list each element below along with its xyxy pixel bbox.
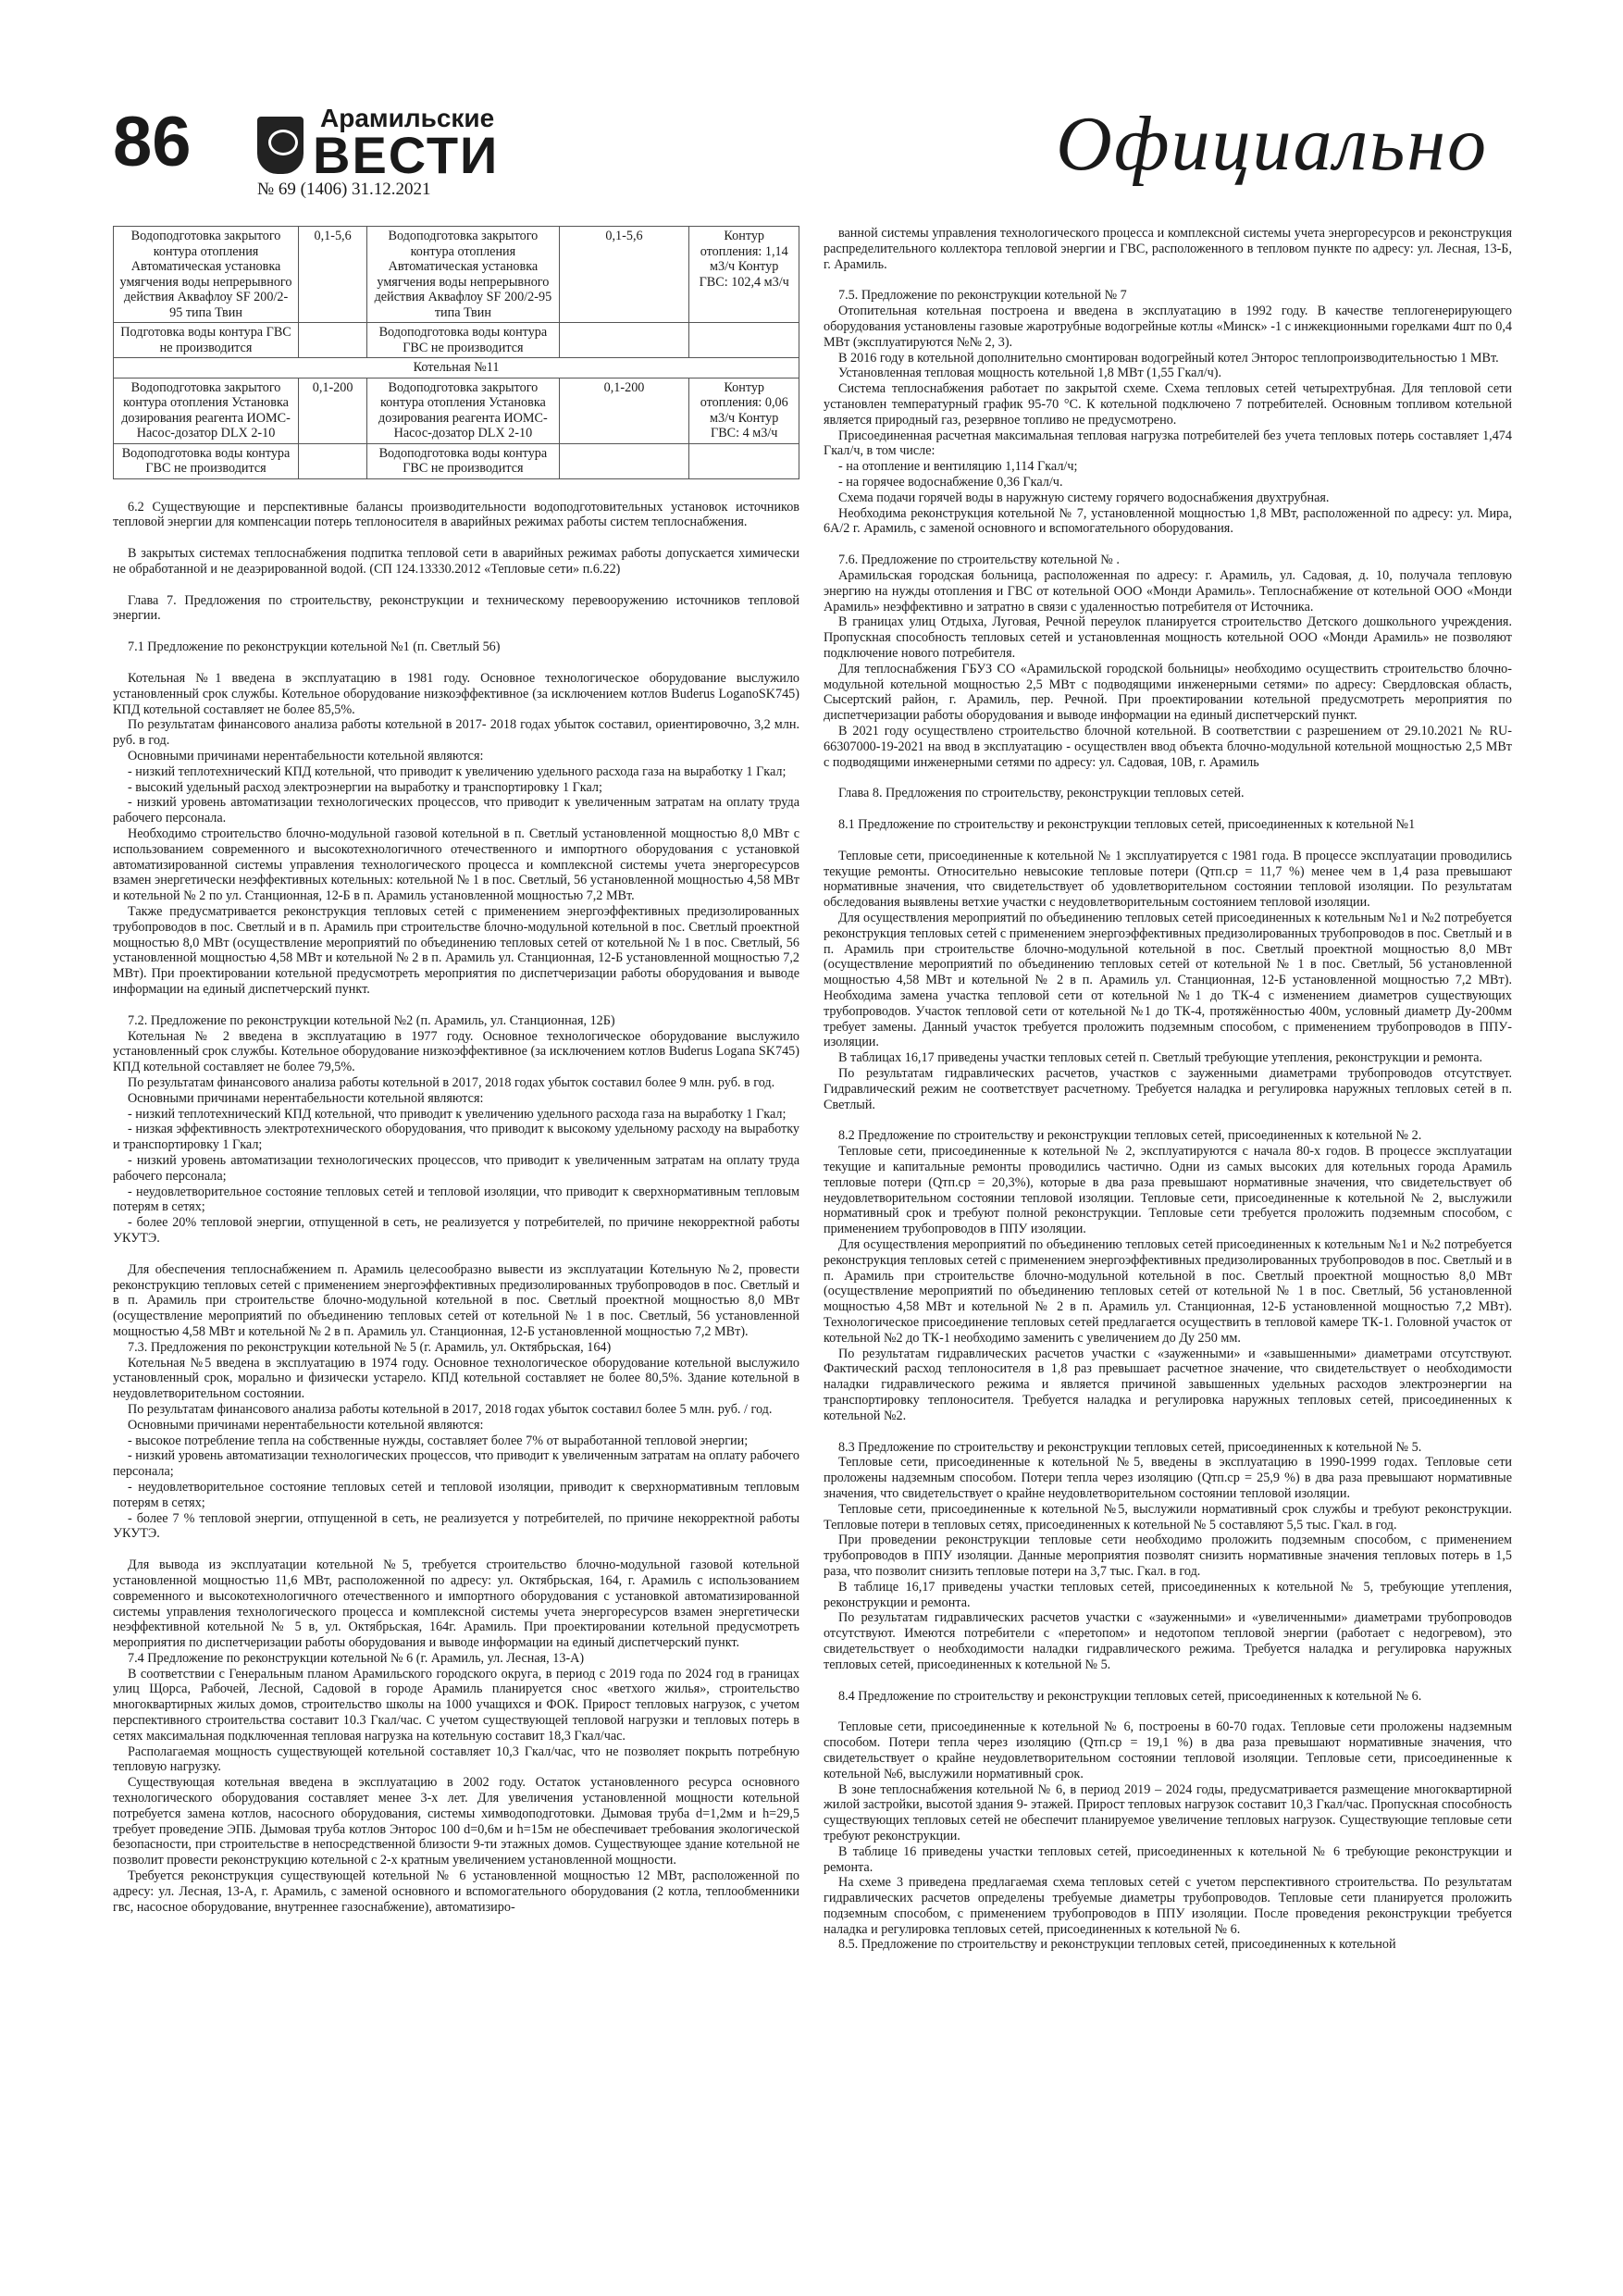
brand-top: Арамильские	[320, 104, 495, 132]
table-cell	[299, 443, 367, 478]
paragraph: Тепловые сети, присоединенные к котельной №5, выслужили нормативный срок службы и требуют реконструкции. Тепловые потери в тепловых сетях, присоединенных к котельной № 5 составляют 5,5 тыс. Гкал. в год.	[824, 1501, 1512, 1533]
paragraph: - низкий уровень автоматизации технологических процессов, что приводит к увеличенным затратам на оплату труда рабочего персонала;	[113, 1152, 799, 1184]
table-cell: 0,1-200	[299, 378, 367, 443]
paragraph: - низкий уровень автоматизации технологических процессов, что приводит к увеличенным затратам на оплату рабочего персонала;	[113, 1448, 799, 1480]
table-cell: Водоподготовка закрытого контура отопления Автоматическая установка умягчения воды непрерывного действия Аквафлоу SF 200/2-95 типа Твин	[367, 227, 559, 323]
table-cell: Водоподготовка воды контура ГВС не производится	[114, 443, 299, 478]
brand-main: ВЕСТИ	[313, 126, 500, 184]
paragraph: 8.2 Предложение по строительству и реконструкции тепловых сетей, присоединенных к котельной № 2.	[838, 1128, 1422, 1144]
paragraph: - высокий удельный расход электроэнергии на выработку и транспортировку 1 Гкал;	[128, 779, 602, 795]
table-cell: 0,1-5,6	[559, 227, 689, 323]
paragraph: В зоне теплоснабжения котельной № 6, в период 2019 – 2024 годы, предусматривается размещение многоквартирной жилой застройки, высотой здания 9- этажей. Прирост тепловых нагрузок составит 10,3 Гкал/час. Пропускная способность существующих тепловых сетей не обеспечит планируемое увеличение тепловых нагрузок. Существующие тепловые сети требуют реконструкции.	[824, 1781, 1512, 1843]
paragraph: В соответствии с Генеральным планом Арамильского городского округа, в период с 2019 года по 2024 год в границах улиц Щорса, Рабочей, Лесной, Садовой в городе Арамиль планируется снос «ветхого жилья», строительство многоквартирных жилых домов, строительство школы на 1000 учащихся и ФОК. Прирост тепловых нагрузок, с учетом перспективного строительства составит 10.3 Гкал/час. С учетом существующей тепловой нагрузки и тепловых потерь в сетях максимальная подключенная тепловая нагрузка на котельную составит 18,3 Гкал/час.	[113, 1666, 799, 1744]
paragraph: Отопительная котельная построена и введена в эксплуатацию в 1992 году. В качестве теплогенерирующего оборудования установлены газовые жаротрубные водогрейные котлы «Минск» -1 с инжекционными горелками 4шт по 0,4 МВт (эксплуатируются №№ 2, 3).	[824, 304, 1512, 350]
paragraph: 7.1 Предложение по реконструкции котельной №1 (п. Светлый 56)	[128, 639, 501, 655]
table-cell	[689, 323, 799, 358]
paragraph: Тепловые сети, присоединенные к котельной № 2, эксплуатируются с начала 80-х годов. В процессе эксплуатации текущие и капитальные ремонты проводились частично. Одни из самых высоких для котельных города Арамиль тепловые потери (Qтп.ср = 20,3%), которые в два раза превышают нормативные значения, что свидетельствует об неудовлетворительном состоянии тепловой изоляции. Тепловые сети, присоединенные к котельной № 2, выслужили нормативный срок и требуют полной реконструкции. Тепловые сети требуется проложить подземным способом, с применением трубопроводов в ППУ изоляции.	[824, 1144, 1512, 1237]
paragraph: Присоединенная расчетная максимальная тепловая нагрузка потребителей без учета тепловых потерь составляет 1,474 Гкал/ч, в том числе:	[824, 428, 1512, 459]
table-cell: 0,1-200	[559, 378, 689, 443]
table-cell: 0,1-5,6	[299, 227, 367, 323]
paragraph: 6.2 Существующие и перспективные балансы производительности водоподготовительных установок источников тепловой энергии для компенсации потерь теплоносителя в аварийных режимах работы систем теплоснабжения.	[113, 499, 799, 530]
paragraph: Для осуществления мероприятий по объединению тепловых сетей присоединенных к котельным №1 и №2 потребуется реконструкция тепловых сетей с применением энергоэффективных предизолированных трубопроводов в пос. Светлый и в п. Арамиль при строительстве блочно-модульной котельной в пос. Светлый проектной мощностью 8,0 МВт (осуществление мероприятий по объединению тепловых сетей от котельной № 1 в пос. Светлый, 56 установленной мощностью 4,58 МВт и котельной № 2 в п. Арамиль ул. Станционная, 12-Б установленной мощностью 7,2 МВт). Технологическое присоединение тепловых сетей предлагается осуществить в тепловой камере ТК-1. Головной участок от котельной №2 до ТК-1 необходимо заменить с увеличением до Ду 250 мм.	[824, 1237, 1512, 1346]
water-treatment-table	[113, 226, 799, 479]
paragraph: В закрытых системах теплоснабжения подпитка тепловой сети в аварийных режимах работы допускается химически не обработанной и не деаэрированной водой. (СП 124.13330.2012 «Тепловые сети» п.6.22)	[113, 546, 799, 577]
paragraph: 7.6. Предложение по строительству котельной № .	[838, 552, 1120, 568]
table-row	[114, 227, 799, 323]
table-cell: Водоподготовка закрытого контура отопления Установка дозирования реагента ИОМС-Насос-дозатор DLX 2-10	[367, 378, 559, 443]
paragraph: - низкий уровень автоматизации технологических процессов, что приводит к увеличенным затратам на оплату труда рабочего персонала.	[113, 795, 799, 826]
paragraph: Для вывода из эксплуатации котельной №5, требуется строительство блочно-модульной газовой котельной установленной мощностью 11,6 МВт, расположенной по адресу: ул. Октябрьская, 164, г. Арамиль с использованием современного и высокотехнологичного отечественного и импортного оборудования с установкой автоматизированной системы управления технологического процесса и комплексной системы учета энергоресурсов взамен энергетически неэффективной котельной № 5 в, ул. Октябрьская, 164г. Арамиль. При проектировании котельной предусмотреть мероприятия по диспетчеризации работы оборудования и выводе информации на единый диспетчерский пункт.	[113, 1558, 799, 1651]
paragraph: - неудовлетворительное состояние тепловых сетей и тепловой изоляции, что приводит к сверхнормативным тепловым потерям в сетях;	[113, 1184, 799, 1215]
paragraph: Необходима реконструкция котельной № 7, установленной мощностью 1,8 МВт, расположенной по адресу: ул. Мира, 6А/2 г. Арамиль, с заменой основного и вспомогательного оборудования.	[824, 505, 1512, 537]
paragraph: Требуется реконструкция существующей котельной № 6 установленной мощностью 12 МВт, расположенной по адресу: ул. Лесная, 13-А, г. Арамиль, с заменой основного и вспомогательного оборудования (2 котла, теплообменники гвс, насосное оборудование, внутреннее газоснабжение), автоматизиро-	[113, 1868, 799, 1915]
table-cell: Контур отопления: 0,06 м3/ч Контур ГВС: 4 м3/ч	[689, 378, 799, 443]
table-cell: Водоподготовка воды контура ГВС не производится	[367, 323, 559, 358]
paragraph: ванной системы управления технологического процесса и комплексной системы учета энергоресурсов и реконструкция распределительного коллектора тепловой энергии и ГВС, расположенного в тепловом пункте по адресу: ул. Лесная, 13-Б, г. Арамиль.	[824, 226, 1512, 272]
paragraph: Тепловые сети, присоединенные к котельной № 1 эксплуатируется с 1981 года. В процессе эксплуатации проводились текущие ремонты. Относительно невысокие тепловые потери (Qтп.ср = 11,7 %) менее чем в 1,4 раза превышают нормативные значения, что свидетельствует об удовлетворительном состоянии тепловой изоляции. По результатам обследования выявлены ветхие участки с неудовлетворительным состоянием тепловой изоляции.	[824, 848, 1512, 911]
paragraph: По результатам финансового анализа работы котельной в 2017, 2018 годах убыток составил более 9 млн. руб. в год.	[128, 1075, 775, 1090]
paragraph: Котельная №5 введена в эксплуатацию в 1974 году. Основное технологическое оборудование котельной выслужило установленный срок, морально и физически устарело. КПД котельной составляет не более 80,5%. Здание котельной в неудовлетворительном состоянии.	[113, 1355, 799, 1402]
paragraph: По результатам финансового анализа работы котельной в 2017- 2018 годах убыток составил, ориентировочно, 3,2 млн. руб. в год.	[113, 717, 799, 749]
section-title: Официально	[1056, 101, 1488, 187]
paragraph: Для обеспечения теплоснабжением п. Арамиль целесообразно вывести из эксплуатации Котельную №2, провести реконструкцию тепловых сетей с применением энергоэффективных предизолированных трубопроводов в пос. Светлый и в п. Арамиль при строительстве блочно-модульной котельной в пос. Светлый проектной мощностью 8,0 МВт (осуществление мероприятий по объединению тепловых сетей от котельной № 1 в пос. Светлый, 56 установленной мощностью 4,58 МВт и котельной № 2 в п. Арамиль ул. Станционная, 12-Б установленной мощностью 7,2 МВт).	[113, 1261, 799, 1339]
paragraph: В таблице 16,17 приведены участки тепловых сетей, присоединенных к котельной № 5, требующие утепления, реконструкции и ремонта.	[824, 1579, 1512, 1610]
paragraph: Также предусматривается реконструкция тепловых сетей с применением энергоэффективных предизолированных трубопроводов в пос. Светлый и в п. Арамиль при строительстве блочно-модульной котельной в пос. Светлый проектной мощностью 8,0 МВт (осуществление мероприятий по объединению тепловых сетей от котельной № 1 в пос. Светлый, 56 установленной мощностью 4,58 МВт и котельной № 2 в п. Арамиль ул. Станционная, 12-Б установленной мощностью 7,2 МВт). При проектировании котельной предусмотреть мероприятия по диспетчеризации работы оборудования и выводе информации на единый диспетчерский пункт.	[113, 904, 799, 998]
table-cell: Водоподготовка воды контура ГВС не производится	[367, 443, 559, 478]
paragraph: В 2021 году осуществлено строительство блочной котельной. В соответствии с разрешением от 29.10.2021 № RU-66307000-19-2021 на ввод в эксплуатацию - осуществлен ввод объекта блочно-модульной котельной мощностью 2,5 МВт с подводящими инженерными сетями по адресу: ул. Садовая, 10В, г. Арамиль	[824, 723, 1512, 770]
paragraph: Для теплоснабжения ГБУЗ СО «Арамильской городской больницы» необходимо осуществить строительство блочно-модульной котельной мощностью 2,5 МВт с подводящими инженерными сетями» по адресу: Свердловская область, Сысертский район, г. Арамиль, пер. Речной. При проектировании котельной предусмотреть мероприятия по диспетчеризации работы оборудования и выводе информации на единый диспетчерский пункт.	[824, 661, 1512, 724]
paragraph: Котельная № 2 введена в эксплуатацию в 1977 году. Основное технологическое оборудование выслужило установленный срок службы. Котельное оборудование низкоэффективное (за исключением котлов Buderus Logana SK745) КПД котельной составляет не более 79,5%.	[113, 1028, 799, 1075]
table-cell	[689, 443, 799, 478]
paragraph: 8.1 Предложение по строительству и реконструкции тепловых сетей, присоединенных к котельной №1	[838, 817, 1416, 833]
paragraph: Установленная тепловая мощность котельной 1,8 МВт (1,55 Гкал/ч).	[838, 366, 1222, 381]
paragraph: Глава 8. Предложения по строительству, реконструкции тепловых сетей.	[838, 786, 1245, 801]
paragraph: 7.5. Предложение по реконструкции котельной № 7	[838, 288, 1127, 304]
paragraph: 8.5. Предложение по строительству и реконструкции тепловых сетей, присоединенных к котельной	[838, 1937, 1396, 1953]
paragraph: - на горячее водоснабжение 0,36 Гкал/ч.	[838, 474, 1063, 490]
table-row	[114, 378, 799, 443]
paragraph: По результатам гидравлических расчетов участки с «зауженными» и «увеличенными» диаметрами трубопроводов отсутствуют. Имеются потребители с «перетопом» и недотопом тепловой энергии (работает с недогревом), это свидетельствует о необходимости наладки гидравлического режима. Требуется наладка и регулировка наружных тепловых сетей, присоединенных к котельной № 5.	[824, 1610, 1512, 1672]
paragraph: 7.2. Предложение по реконструкции котельной №2 (п. Арамиль, ул. Станционная, 12Б)	[128, 1012, 615, 1028]
paragraph: Котельная №1 введена в эксплуатацию в 1981 году. Основное технологическое оборудование выслужило установленный срок службы. Котельное оборудование низкоэффективное (за исключением котлов Buderus LoganoSK745) КПД котельной составляет не более 85,5%.	[113, 671, 799, 717]
paragraph: Система теплоснабжения работает по закрытой схеме. Схема тепловых сетей четырехтрубная. Для тепловой сети установлен температурный график 95-70 °С. К котельной подключено 7 потребителей. Основным топливом котельной является природный газ, резервное топливо не предусмотрено.	[824, 381, 1512, 428]
paragraph: Схема подачи горячей воды в наружную систему горячего водоснабжения двухтрубная.	[838, 490, 1330, 505]
page-number: 86	[113, 103, 192, 181]
paragraph: 7.4 Предложение по реконструкции котельной № 6 (г. Арамиль, ул. Лесная, 13-А)	[128, 1650, 585, 1666]
paragraph: Глава 7. Предложения по строительству, реконструкции и техническому перевооружению источников тепловой энергии.	[113, 592, 799, 624]
paragraph: Необходимо строительство блочно-модульной газовой котельной в п. Светлый установленной мощностью 8,0 МВт с использованием современного и высокотехнологичного отечественного и импортного оборудования с установкой автоматизированной системы управления технологического процесса и комплексной системы учета энергоресурсов взамен энергетически неэффективных котельных: котельной № 1 в пос. Светлый, 56 установленной мощностью 4,58 МВт и котельной № 2 по ул. Станционная, 12-Б в п. Арамиль установленной мощностью 7,2 МВт.	[113, 826, 799, 904]
table-row	[114, 443, 799, 478]
paragraph: 8.4 Предложение по строительству и реконструкции тепловых сетей, присоединенных к котельной № 6.	[838, 1688, 1422, 1704]
paragraph: Основными причинами нерентабельности котельной являются:	[128, 1417, 484, 1433]
paragraph: - высокое потребление тепла на собственные нужды, составляет более 7% от выработанной тепловой энергии;	[128, 1433, 749, 1448]
table-cell	[299, 323, 367, 358]
table-row	[114, 323, 799, 358]
paragraph: 8.3 Предложение по строительству и реконструкции тепловых сетей, присоединенных к котельной № 5.	[838, 1439, 1422, 1455]
paragraph: В 2016 году в котельной дополнительно смонтирован водогрейный котел Энторос теплопроизводительностью 1 МВт.	[838, 350, 1499, 366]
paragraph: - низкий теплотехнический КПД котельной, что приводит к увеличению удельного расхода газа на выработку 1 Гкал;	[128, 1106, 787, 1122]
paragraph: 7.3. Предложения по реконструкции котельной № 5 (г. Арамиль, ул. Октябрьская, 164)	[128, 1339, 612, 1355]
paragraph: При проведении реконструкции тепловые сети необходимо проложить подземным способом, с применением трубопроводов в ППУ изоляции. Данные мероприятия позволят снизить нормативные значения тепловых потерь в 1,5 раза, что позволит снизить тепловые потери на 3,7 тыс. Гкал. в год.	[824, 1533, 1512, 1579]
paragraph: По результатам гидравлических расчетов, участков с зауженными диаметрами трубопроводов отсутствует. Гидравлический режим не соответствует расчетному. Требуется наладка и регулировка наружных тепловых сетей в п. Светлый.	[824, 1066, 1512, 1112]
table-section-label: Котельная №11	[114, 358, 799, 379]
paragraph: Для осуществления мероприятий по объединению тепловых сетей присоединенных к котельным №1 и №2 потребуется реконструкция тепловых сетей с применением энергоэффективных предизолированных трубопроводов в пос. Светлый и в п. Арамиль при строительстве блочно-модульной котельной в пос. Светлый проектной мощностью 8,0 МВт (осуществление мероприятий по объединению тепловых сетей от котельной № 1 в пос. Светлый, 56 установленной мощностью 4,58 МВт и котельной № 2 в п. Арамиль ул. Станционная, 12-Б установленной мощностью 7,2 МВт). Необходима замена участка тепловой сети от котельной №1 до ТК-4 с изменением диаметров существующих трубопроводов. Участок тепловой сети от котельной №1 до ТК-4, протяжённостью 400м, условный диаметр Ду-200мм требует замены. Данный участок требуется проложить подземным способом, с применением трубопроводов в ППУ-изоляции.	[824, 911, 1512, 1050]
paragraph: В границах улиц Отдыха, Луговая, Речной переулок планируется строительство Детского дошкольного учреждения. Пропускная способность тепловых сетей и установленная мощность котельной ООО «Монди Арамиль» не позволяют подключение нового потребителя.	[824, 614, 1512, 661]
left-column	[113, 226, 799, 1915]
right-column	[824, 226, 1512, 1953]
table-cell: Водоподготовка закрытого контура отопления Установка дозирования реагента ИОМС-Насос-дозатор DLX 2-10	[114, 378, 299, 443]
paragraph: - более 7 % тепловой энергии, отпущенной в сеть, не реализуется у потребителей, по причине некорректной работы УКУТЭ.	[113, 1510, 799, 1542]
paragraph: Тепловые сети, присоединенные к котельной № 6, построены в 60-70 годах. Тепловые сети проложены надземным способом. Потери тепла через изоляцию (Qтп.ср = 19,1 %) в два раза превышают нормативные значения, что свидетельствует о крайне неудовлетворительном состоянии тепловой изоляции. Тепловые сети, присоединенные к котельной №6, выслужили нормативный срок.	[824, 1719, 1512, 1781]
right-body	[824, 226, 1512, 1953]
paragraph: - низкий теплотехнический КПД котельной, что приводит к увеличению удельного расхода газа на выработку 1 Гкал;	[128, 763, 787, 779]
paragraph: - на отопление и вентиляцию 1,114 Гкал/ч;	[838, 459, 1078, 475]
issue-info: № 69 (1406) 31.12.2021	[257, 180, 431, 199]
paragraph: Основными причинами нерентабельности котельной являются:	[128, 1090, 484, 1106]
paragraph: В таблице 16 приведены участки тепловых сетей, присоединенных к котельной № 6 требующие реконструкции и ремонта.	[824, 1843, 1512, 1875]
coat-of-arms-icon	[257, 117, 304, 174]
paragraph: Арамильская городская больница, расположенная по адресу: г. Арамиль, ул. Садовая, д. 10, получала тепловую энергию на нужды отопления и ГВС от котельной ООО «Монди Арамиль». Теплоснабжение от котельной ООО «Монди Арамиль» неэффективно и затратно в связи с удаленностью потребителя от Источника.	[824, 567, 1512, 614]
paragraph: На схеме 3 приведена предлагаемая схема тепловых сетей с учетом перспективного строительства. По результатам гидравлических расчетов определены требуемые диаметры трубопроводов. Тепловые сети планируется проложить подземным способом, с применением трубопроводов в ППУ изоляции. После проведения реконструкции требуется наладка и регулировка тепловых сетей, присоединенных к котельной № 6.	[824, 1875, 1512, 1937]
paragraph: - низкая эффективность электротехнического оборудования, что приводит к высокому удельному расходу на выработку и транспортировку 1 Гкал;	[113, 1122, 799, 1153]
paragraph: Существующая котельная введена в эксплуатацию в 2002 году. Остаток установленного ресурса основного технологического оборудования составляет менее 3-х лет. Для увеличения установленной мощности котельной потребуется замена котлов, насосного оборудования, системы химводоподготовки. Дымовая труба d=1,2мм и h=29,5 требует проведение ЭПБ. Дымовая труба котлов Энтороc 100 d=0,6м и h=15м не обеспечивает требования экологической безопасности, при строительстве в непосредственной близости 9-ти этажных домов. Существующее здание котельной не позволит провести реконструкцию котельной с 2-х кратным увеличением установленной мощности.	[113, 1775, 799, 1868]
table-cell: Контур отопления: 1,14 м3/ч Контур ГВС: 102,4 м3/ч	[689, 227, 799, 323]
paragraph: - неудовлетворительное состояние тепловых сетей и тепловой изоляции, приводит к сверхнормативным тепловым потерям в сетях;	[113, 1479, 799, 1510]
left-body	[113, 500, 799, 1916]
table-cell	[559, 443, 689, 478]
page-header	[109, 98, 1516, 202]
table-cell: Водоподготовка закрытого контура отопления Автоматическая установка умягчения воды непрерывного действия Аквафлоу SF 200/2-95 типа Твин	[114, 227, 299, 323]
table-cell: Подготовка воды контура ГВС не производится	[114, 323, 299, 358]
paragraph: - более 20% тепловой энергии, отпущенной в сеть, не реализуется у потребителей, по причине некорректной работы УКУТЭ.	[113, 1215, 799, 1246]
paragraph: Основными причинами нерентабельности котельной являются:	[128, 749, 484, 764]
paragraph: В таблицах 16,17 приведены участки тепловых сетей п. Светлый требующие утепления, реконструкции и ремонта.	[838, 1050, 1483, 1066]
table-row	[114, 358, 799, 379]
table-cell	[559, 323, 689, 358]
paragraph: По результатам финансового анализа работы котельной в 2017, 2018 годах убыток составил более 5 млн. руб. / год.	[128, 1401, 773, 1417]
paragraph: По результатам гидравлических расчетов участки с «зауженными» и «завышенными» диаметрами отсутствуют. Фактический расход теплоносителя в 1,8 раз превышает расчетное значение, что свидетельствует о необходимости наладки гидравлического режима и является причиной завышенных удельных расходов электроэнергии на транспортировку теплоносителя. Требуется наладка и регулировка наружных тепловых сетей, присоединенных к котельной №2.	[824, 1346, 1512, 1423]
paragraph: Располагаемая мощность существующей котельной составляет 10,3 Гкал/час, что не позволяет покрыть потребную тепловую нагрузку.	[113, 1744, 799, 1775]
paragraph: Тепловые сети, присоединенные к котельной №5, введены в эксплуатацию в 1990-1999 годах. Тепловые сети проложены надземным способом. Потери тепла через изоляцию (Qтп.ср = 25,9 %) в два раза превышают нормативные значения, что свидетельствует о крайне неудовлетворительном состоянии тепловой изоляции.	[824, 1455, 1512, 1501]
